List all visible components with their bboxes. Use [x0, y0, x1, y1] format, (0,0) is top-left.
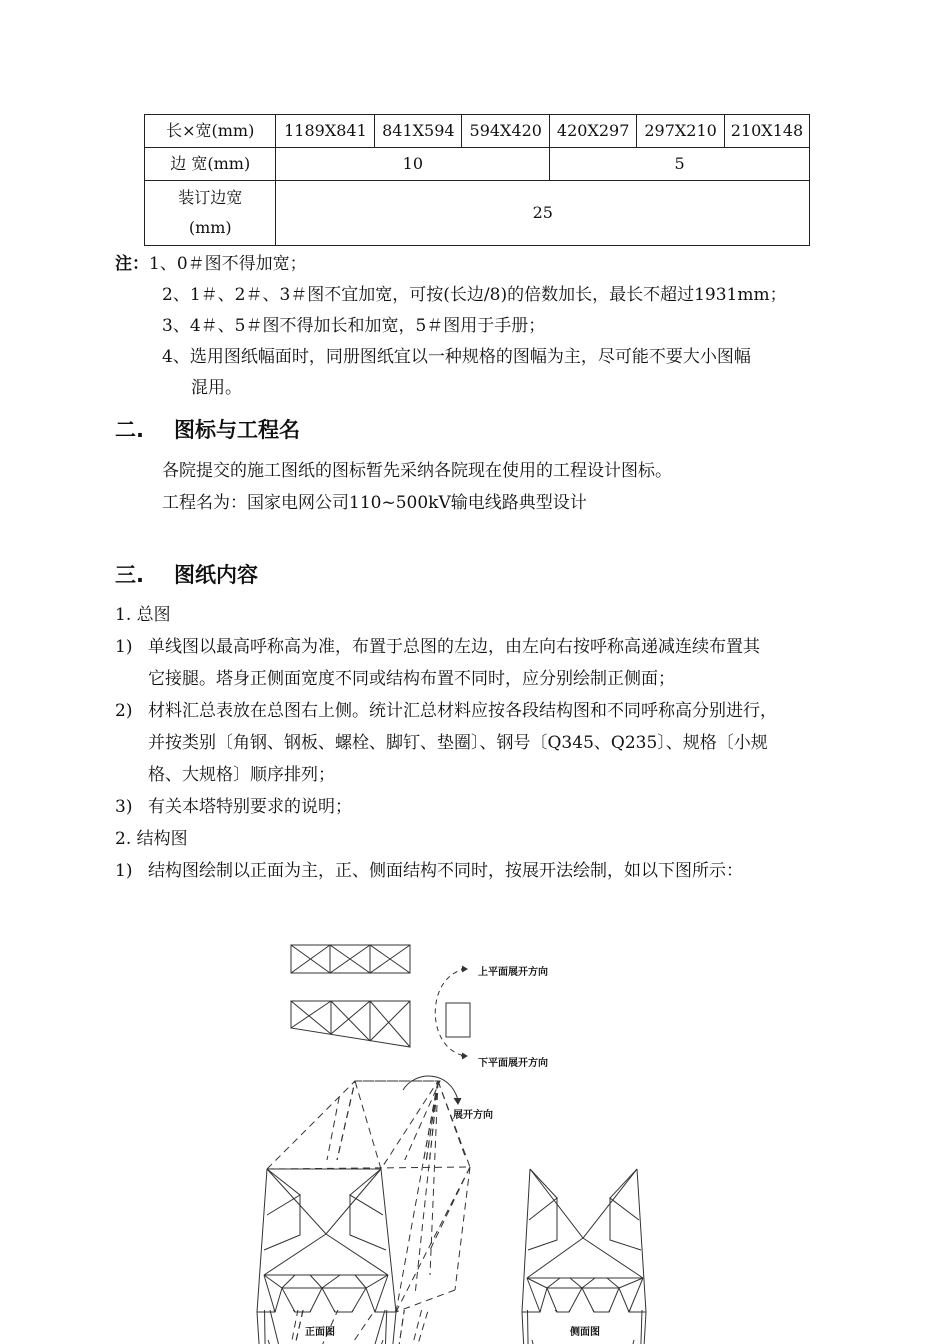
table-cell: 210X148 [725, 115, 810, 148]
table-cell: 10 [276, 148, 550, 181]
row-header-binding-line1: 装订边宽 [178, 188, 243, 207]
list-number: 2) [115, 701, 133, 721]
list-number: 1) [115, 861, 133, 881]
subsection-heading: 2. 结构图 [115, 829, 188, 849]
note-item: 4、选用图纸幅面时，同册图纸宜以一种规格的图幅为主，尽可能不要大小图幅 [162, 347, 751, 367]
label-lower-unfold: 下平面展开方向 [478, 1058, 548, 1069]
note-item: 1、0＃图不得加宽； [149, 254, 307, 274]
label-front-view: 正面图 [305, 1327, 335, 1338]
list-item-continuation: 它接腿。塔身正侧面宽度不同或结构布置不同时，应分别绘制正侧面； [148, 669, 675, 689]
section-number: 二. [115, 418, 144, 442]
label-upper-unfold: 上平面展开方向 [478, 967, 548, 978]
list-number: 3) [115, 797, 133, 817]
table-cell: 594X420 [462, 115, 550, 148]
note-item: 3、4＃、5＃图不得加长和加宽，5＃图用于手册； [162, 316, 546, 336]
subsection-heading: 1. 总图 [115, 605, 171, 625]
list-item: 结构图绘制以正面为主，正、侧面结构不同时，按展开法绘制，如以下图所示： [148, 861, 743, 881]
list-number: 1) [115, 637, 133, 657]
section-title: 图标与工程名 [173, 418, 300, 442]
row-header-binding-line2: (mm) [188, 218, 232, 237]
list-item: 单线图以最高呼称高为准，布置于总图的左边，由左向右按呼称高递减连续布置其 [148, 637, 760, 657]
section-number: 三. [115, 563, 144, 587]
list-item: 有关本塔特别要求的说明； [148, 797, 352, 817]
label-unfold-direction: 展开方向 [453, 1110, 493, 1121]
table-cell: 1189X841 [276, 115, 375, 148]
list-item: 材料汇总表放在总图右上侧。统计汇总材料应按各段结构图和不同呼称高分别进行， [148, 701, 777, 721]
paragraph: 工程名为：国家电网公司110~500kV输电线路典型设计 [162, 493, 587, 513]
table-cell: 841X594 [375, 115, 462, 148]
paragraph: 各院提交的施工图纸的图标暂先采纳各院现在使用的工程设计图标。 [162, 461, 672, 481]
table-cell: 297X210 [637, 115, 725, 148]
list-item-continuation: 并按类别〔角钢、钢板、螺栓、脚钉、垫圈〕、钢号〔Q345、Q235〕、规格〔小规 [148, 733, 768, 753]
table-cell: 25 [276, 181, 810, 246]
row-header-margin: 边 宽(mm) [145, 148, 276, 181]
note-item: 2、1＃、2＃、3＃图不宜加宽，可按(长边/8)的倍数加长，最长不超过1931mm； [162, 285, 787, 305]
label-side-view: 侧面图 [570, 1327, 600, 1338]
notes-label: 注： [115, 254, 149, 274]
section-title: 图纸内容 [173, 563, 258, 587]
table-cell: 5 [550, 148, 810, 181]
note-item-continuation: 混用。 [191, 378, 242, 398]
list-item-continuation: 格、大规格〕顺序排列； [148, 765, 335, 785]
row-header-dimensions: 长×宽(mm) [145, 115, 276, 148]
table-cell: 420X297 [550, 115, 637, 148]
